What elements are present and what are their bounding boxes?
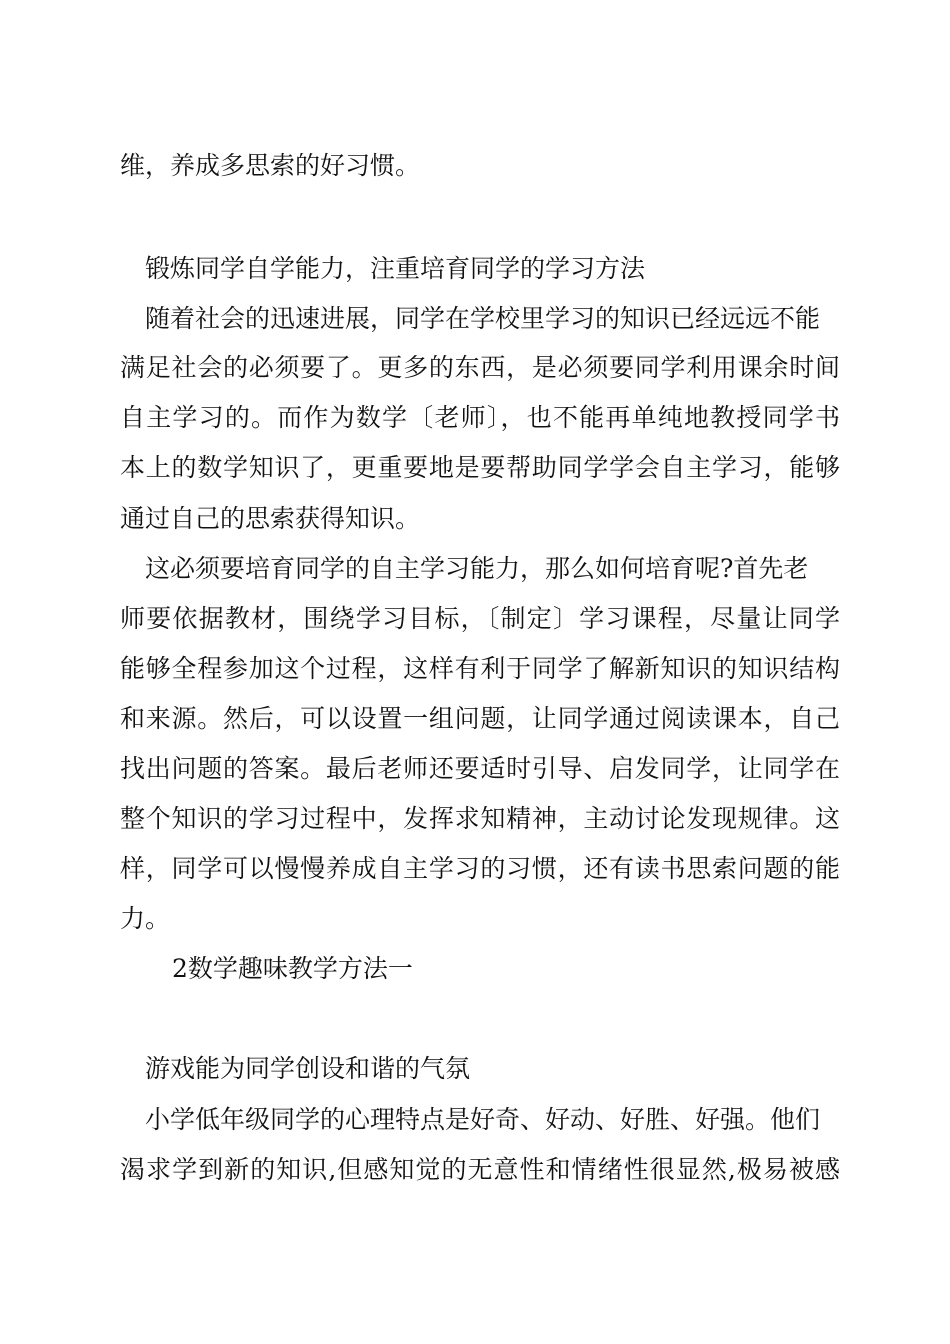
paragraph-line: 本上的数学知识了，更重要地是要帮助同学学会自主学习，能够	[120, 453, 840, 482]
paragraph-line: 维，养成多思索的好习惯。	[120, 151, 421, 180]
paragraph-line: 渴求学到新的知识,但感知觉的无意性和情绪性很显然,极易被感	[120, 1155, 840, 1184]
section-heading: 锻炼同学自学能力，注重培育同学的学习方法	[145, 254, 646, 283]
paragraph-line: 力。	[120, 904, 171, 933]
paragraph-line: 小学低年级同学的心理特点是好奇、好动、好胜、好强。他们	[145, 1105, 821, 1134]
paragraph-line: 满足社会的必须要了。更多的东西，是必须要同学利用课余时间	[120, 353, 840, 382]
paragraph-line: 通过自己的思索获得知识。	[120, 504, 421, 533]
paragraph-line: 找出问题的答案。最后老师还要适时引导、启发同学，让同学在	[120, 754, 840, 783]
paragraph-line: 整个知识的学习过程中，发挥求知精神，主动讨论发现规律。这	[120, 804, 840, 833]
paragraph-line: 和来源。然后，可以设置一组问题，让同学通过阅读课本，自己	[120, 704, 840, 733]
paragraph-line: 随着社会的迅速进展，同学在学校里学习的知识已经远远不能	[145, 304, 821, 333]
paragraph-line: 自主学习的。而作为数学〔老师〕，也不能再单纯地教授同学书	[120, 403, 840, 432]
paragraph-line: 师要依据教材，围绕学习目标，〔制定〕学习课程，尽量让同学	[120, 604, 840, 633]
section-heading: 游戏能为同学创设和谐的气氛	[145, 1054, 471, 1083]
paragraph-line: 样，同学可以慢慢养成自主学习的习惯，还有读书思索问题的能	[120, 854, 840, 883]
paragraph-line: 这必须要培育同学的自主学习能力，那么如何培育呢?首先老	[145, 554, 809, 583]
paragraph-line: 能够全程参加这个过程，这样有利于同学了解新知识的知识结构	[120, 654, 840, 683]
section-title: 2数学趣味教学方法一	[172, 954, 413, 983]
